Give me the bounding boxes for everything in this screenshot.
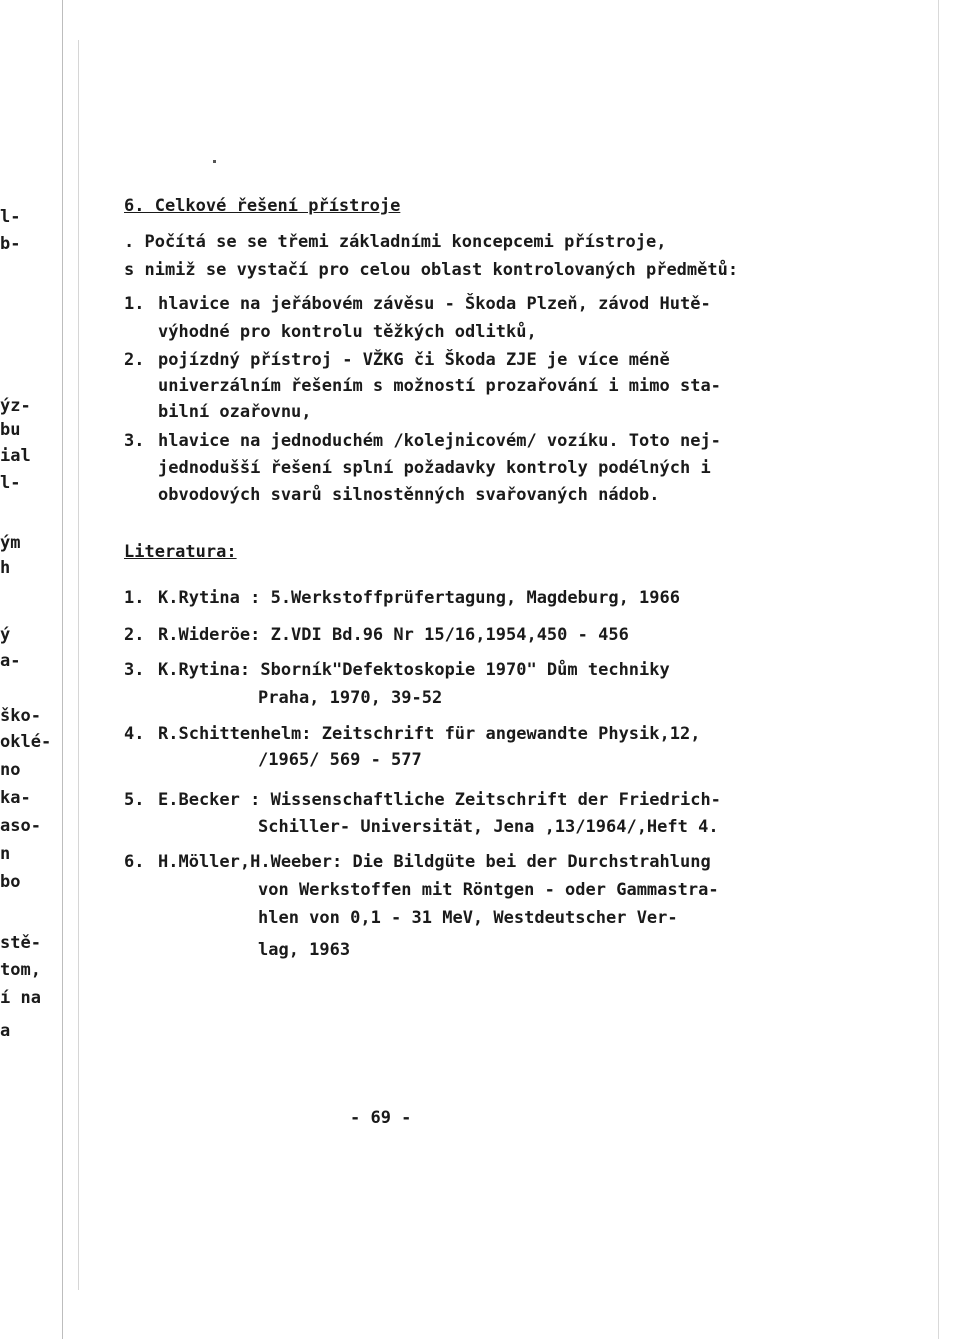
margin-fragment: oklé- (0, 732, 52, 752)
margin-fragment: ý (0, 625, 11, 645)
scan-edge-line (938, 0, 939, 1339)
margin-fragment: l- (0, 473, 21, 493)
margin-fragment: tom, (0, 960, 41, 980)
item-line: jednodušší řešení splní požadavky kontroly podélných i (158, 458, 711, 478)
scan-edge-line (62, 0, 63, 1339)
intro-line: . Počítá se se třemi základními koncepcemi přístroje, (124, 232, 667, 252)
margin-fragment: ial (0, 446, 31, 466)
margin-fragment: bo (0, 872, 21, 892)
margin-fragment: a (0, 1021, 11, 1041)
item-line: hlavice na jeřábovém závěsu - Škoda Plzeň, závod Hutě- (158, 294, 711, 314)
item-line: univerzálním řešením s možností prozařování i mimo sta- (158, 376, 721, 396)
margin-fragment: b- (0, 234, 21, 254)
item-line: obvodových svarů silnostěnných svařovaných nádob. (158, 485, 660, 505)
item-line: bilní ozařovnu, (158, 402, 312, 422)
ref-line: H.Möller,H.Weeber: Die Bildgüte bei der Durchstrahlung (158, 852, 711, 872)
item-number: 3. (124, 431, 145, 451)
margin-fragment: bu (0, 420, 21, 440)
margin-fragment: aso- (0, 816, 41, 836)
ref-number: 1. (124, 588, 145, 608)
section-heading: 6. Celkové řešení přístroje (124, 196, 401, 216)
margin-fragment: ýz- (0, 396, 31, 416)
item-line: hlavice na jednoduchém /kolejnicovém/ vozíku. Toto nej- (158, 431, 721, 451)
ref-line: R.Wideröe: Z.VDI Bd.96 Nr 15/16,1954,450 - 456 (158, 625, 629, 645)
ref-line: Praha, 1970, 39-52 (258, 688, 443, 708)
ref-number: 5. (124, 790, 145, 810)
margin-fragment: í na (0, 988, 41, 1008)
margin-fragment: ško- (0, 706, 41, 726)
scan-edge-line (78, 40, 79, 1290)
ref-line: Schiller- Universität, Jena ,13/1964/,Heft 4. (258, 817, 719, 837)
item-number: 1. (124, 294, 145, 314)
ref-line: hlen von 0,1 - 31 MeV, Westdeutscher Ver- (258, 908, 678, 928)
margin-fragment: no (0, 760, 21, 780)
ref-number: 2. (124, 625, 145, 645)
margin-fragment: a- (0, 651, 21, 671)
ref-line: von Werkstoffen mit Röntgen - oder Gammastra- (258, 880, 719, 900)
margin-fragment: l- (0, 207, 21, 227)
scan-speck (213, 160, 216, 163)
item-line: výhodné pro kontrolu těžkých odlitků, (158, 322, 537, 342)
ref-number: 3. (124, 660, 145, 680)
margin-fragment: n (0, 844, 11, 864)
ref-line: R.Schittenhelm: Zeitschrift für angewandte Physik,12, (158, 724, 701, 744)
ref-number: 6. (124, 852, 145, 872)
page-number: - 69 - (350, 1108, 412, 1128)
ref-number: 4. (124, 724, 145, 744)
margin-fragment: stě- (0, 933, 41, 953)
ref-line: K.Rytina : 5.Werkstoffprüfertagung, Magdeburg, 1966 (158, 588, 680, 608)
margin-fragment: h (0, 558, 11, 578)
ref-line: K.Rytina: Sborník"Defektoskopie 1970" Dům techniky (158, 660, 670, 680)
margin-fragment: ým (0, 533, 21, 553)
margin-fragment: ka- (0, 788, 31, 808)
ref-line: /1965/ 569 - 577 (258, 750, 422, 770)
ref-line: E.Becker : Wissenschaftliche Zeitschrift der Friedrich- (158, 790, 721, 810)
item-line: pojízdný přístroj - VŽKG či Škoda ZJE je více méně (158, 350, 670, 370)
item-number: 2. (124, 350, 145, 370)
literature-heading: Literatura: (124, 542, 237, 562)
ref-line: lag, 1963 (258, 940, 351, 960)
intro-line: s nimiž se vystačí pro celou oblast kontrolovaných předmětů: (124, 260, 739, 280)
